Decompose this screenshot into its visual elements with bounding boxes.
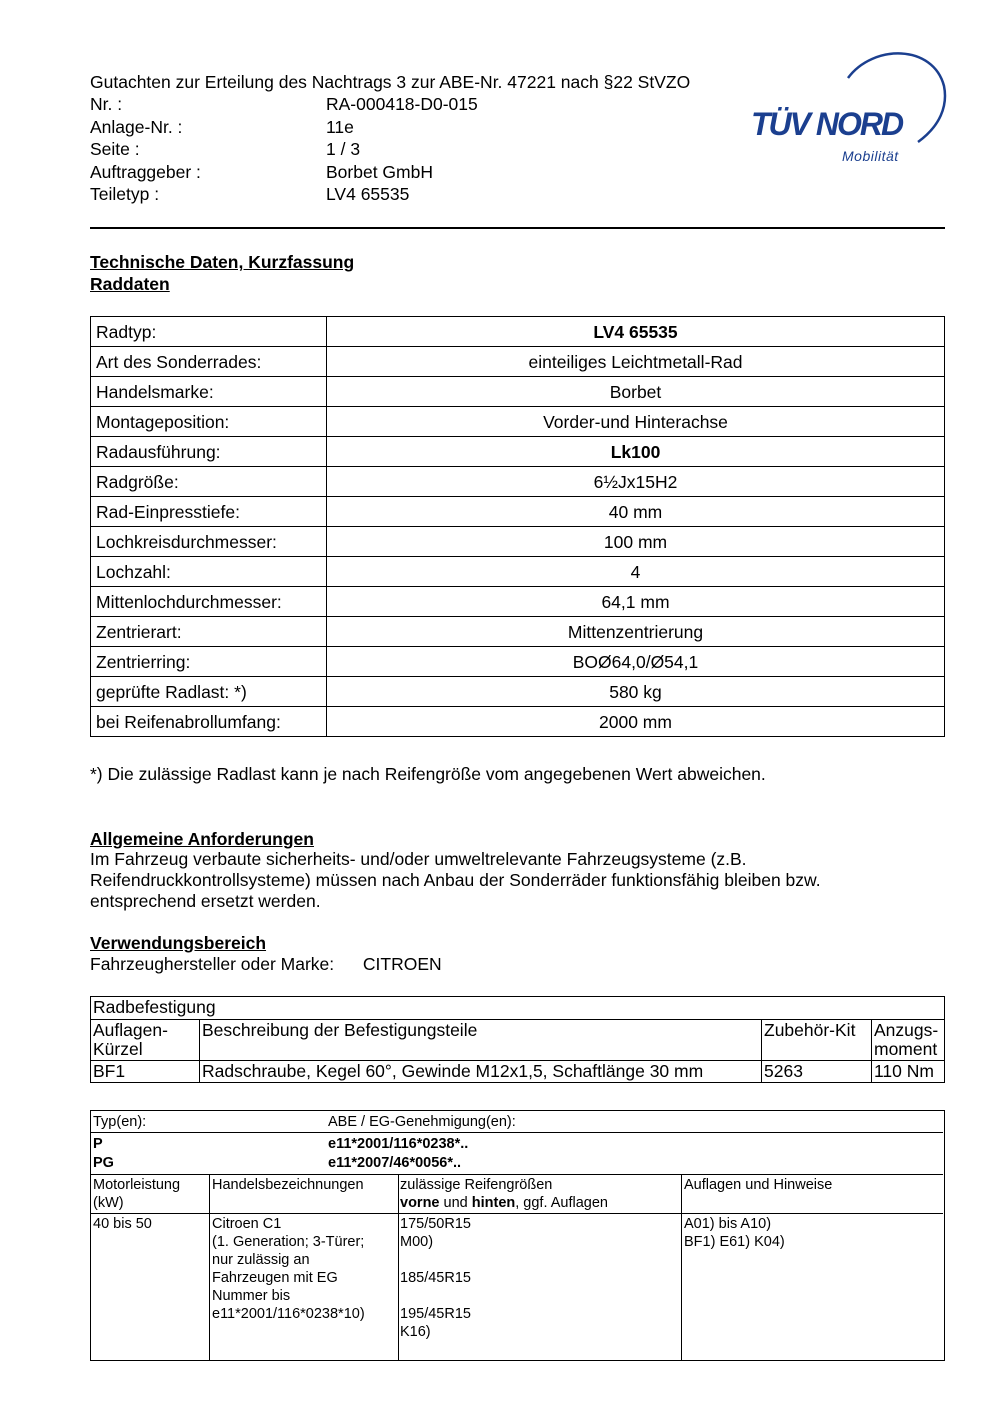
raddaten-value: 40 mm bbox=[327, 497, 945, 527]
hersteller-value: CITROEN bbox=[362, 954, 442, 974]
cell-line: 185/45R15 bbox=[400, 1270, 471, 1286]
allgemeine-text-line: Im Fahrzeug verbaute sicherheits- und/oder umweltrelevante Fahrzeugsysteme (z.B. bbox=[90, 849, 747, 869]
cell-line: e11*2001/116*0238*10) bbox=[212, 1306, 365, 1322]
radbefestigung-table bbox=[90, 996, 945, 1083]
cell-line: Citroen C1 bbox=[212, 1216, 282, 1232]
cell-line bbox=[400, 1287, 471, 1305]
header-value: Borbet GmbH bbox=[326, 162, 433, 182]
raddaten-key: bei Reifenabrollumfang: bbox=[91, 707, 327, 737]
raddaten-row bbox=[91, 317, 945, 347]
genehmigung-value: e11*2007/46*0056*.. bbox=[328, 1155, 462, 1171]
raddaten-key: Montageposition: bbox=[91, 407, 327, 437]
header-label: Anlage-Nr. : bbox=[90, 117, 183, 137]
col-header-motor: Motorleistung bbox=[93, 1177, 181, 1193]
handel-value bbox=[212, 1215, 365, 1323]
header-cell: Anzugs- moment bbox=[872, 1020, 945, 1061]
raddaten-row bbox=[91, 497, 945, 527]
raddaten-row bbox=[91, 347, 945, 377]
column-divider bbox=[209, 1174, 210, 1360]
col-header-reifen-sub bbox=[400, 1194, 608, 1212]
typ-value: PG bbox=[93, 1155, 114, 1171]
raddaten-row bbox=[91, 437, 945, 467]
table-cell: 110 Nm bbox=[872, 1061, 945, 1083]
logo-wordmark: TÜV NORD bbox=[751, 106, 903, 142]
cell-line: 175/50R15 bbox=[400, 1216, 471, 1232]
header-label: Seite : bbox=[90, 139, 140, 159]
row-divider bbox=[91, 1174, 943, 1175]
raddaten-row bbox=[91, 467, 945, 497]
typ-value: P bbox=[93, 1136, 103, 1152]
raddaten-row bbox=[91, 617, 945, 647]
hersteller-line bbox=[90, 954, 442, 975]
column-divider bbox=[398, 1174, 399, 1360]
raddaten-value: einteiliges Leichtmetall-Rad bbox=[327, 347, 945, 377]
raddaten-value: 100 mm bbox=[327, 527, 945, 557]
cell-line: (1. Generation; 3-Türer; bbox=[212, 1234, 365, 1250]
raddaten-row bbox=[91, 587, 945, 617]
motor-value: 40 bis 50 bbox=[93, 1216, 152, 1232]
header-value: RA-000418-D0-015 bbox=[326, 94, 478, 114]
col-header-motor-unit: (kW) bbox=[93, 1195, 124, 1211]
column-divider bbox=[681, 1174, 682, 1360]
raddaten-value: LV4 65535 bbox=[327, 317, 945, 347]
cell-line: 195/45R15 bbox=[400, 1306, 471, 1322]
raddaten-row bbox=[91, 707, 945, 737]
raddaten-key: Radgröße: bbox=[91, 467, 327, 497]
header-label: Nr. : bbox=[90, 94, 123, 114]
raddaten-row bbox=[91, 377, 945, 407]
raddaten-value: Borbet bbox=[327, 377, 945, 407]
header-cell: Auflagen- Kürzel bbox=[91, 1020, 200, 1061]
cell-line: nur zulässig an bbox=[212, 1252, 310, 1268]
header-label: Teiletyp : bbox=[90, 184, 160, 204]
allgemeine-text-line: entsprechend ersetzt werden. bbox=[90, 891, 321, 911]
allgemeine-text-line: Reifendruckkontrollsysteme) müssen nach Anbau der Sonderräder funktionsfähig bleiben bzw. bbox=[90, 870, 821, 890]
raddaten-key: Zentrierart: bbox=[91, 617, 327, 647]
raddaten-key: Rad-Einpresstiefe: bbox=[91, 497, 327, 527]
header-divider bbox=[90, 227, 945, 229]
auflagen-value bbox=[684, 1215, 785, 1251]
reifen-value bbox=[400, 1215, 471, 1341]
raddaten-value: 2000 mm bbox=[327, 707, 945, 737]
heading-allgemeine-anforderungen: Allgemeine Anforderungen bbox=[90, 829, 314, 849]
text: und bbox=[439, 1195, 472, 1211]
hersteller-label: Fahrzeughersteller oder Marke: bbox=[90, 954, 335, 974]
raddaten-key: Lochkreisdurchmesser: bbox=[91, 527, 327, 557]
raddaten-row bbox=[91, 527, 945, 557]
raddaten-value: Vorder-und Hinterachse bbox=[327, 407, 945, 437]
radbefestigung-title: Radbefestigung bbox=[91, 997, 945, 1020]
header-value: 11e bbox=[326, 117, 354, 137]
typen-label: Typ(en): bbox=[93, 1114, 147, 1130]
raddaten-key: Lochzahl: bbox=[91, 557, 327, 587]
raddaten-row bbox=[91, 407, 945, 437]
header-cell: Beschreibung der Befestigungsteile bbox=[200, 1020, 762, 1061]
heading-technische-daten: Technische Daten, Kurzfassung bbox=[90, 252, 355, 272]
genehmigung-value: e11*2001/116*0238*.. bbox=[328, 1136, 469, 1152]
bold-text: vorne bbox=[400, 1195, 440, 1211]
table-cell: Radschraube, Kegel 60°, Gewinde M12x1,5, Schaftlänge 30 mm bbox=[200, 1061, 762, 1083]
header-cell: Zubehör-Kit bbox=[762, 1020, 872, 1061]
header-label: Auftraggeber : bbox=[90, 162, 201, 182]
cell-line: Nummer bis bbox=[212, 1288, 291, 1304]
raddaten-value: 4 bbox=[327, 557, 945, 587]
row-divider bbox=[91, 1213, 943, 1214]
table-cell: BF1 bbox=[91, 1061, 200, 1083]
text: , ggf. Auflagen bbox=[515, 1195, 608, 1211]
header-value: 1 / 3 bbox=[326, 139, 361, 159]
typ-genehmigung-table bbox=[90, 1110, 945, 1361]
raddaten-value: 580 kg bbox=[327, 677, 945, 707]
col-header-auflagen: Auflagen und Hinweise bbox=[684, 1177, 833, 1193]
raddaten-value: BOØ64,0/Ø54,1 bbox=[327, 647, 945, 677]
raddaten-key: Radausführung: bbox=[91, 437, 327, 467]
raddaten-value: Mittenzentrierung bbox=[327, 617, 945, 647]
heading-raddaten: Raddaten bbox=[90, 274, 170, 294]
raddaten-key: Handelsmarke: bbox=[91, 377, 327, 407]
logo-subtitle: Mobilität bbox=[842, 148, 899, 164]
raddaten-value: 64,1 mm bbox=[327, 587, 945, 617]
raddaten-key: Art des Sonderrades: bbox=[91, 347, 327, 377]
tuv-nord-logo bbox=[748, 46, 948, 172]
raddaten-value: 6½Jx15H2 bbox=[327, 467, 945, 497]
raddaten-table bbox=[90, 316, 945, 737]
raddaten-value: Lk100 bbox=[327, 437, 945, 467]
bold-text: hinten bbox=[471, 1195, 516, 1211]
cell-line: BF1) E61) K04) bbox=[684, 1234, 785, 1250]
table-cell: 5263 bbox=[762, 1061, 872, 1083]
raddaten-footnote: *) Die zulässige Radlast kann je nach Reifengröße vom angegebenen Wert abweichen. bbox=[90, 764, 766, 784]
raddaten-key: Zentrierring: bbox=[91, 647, 327, 677]
raddaten-key: Radtyp: bbox=[91, 317, 327, 347]
cell-line: M00) bbox=[400, 1234, 434, 1250]
raddaten-row bbox=[91, 647, 945, 677]
heading-verwendungsbereich: Verwendungsbereich bbox=[90, 933, 267, 953]
cell-line: Fahrzeugen mit EG bbox=[212, 1270, 338, 1286]
cell-line: K16) bbox=[400, 1324, 431, 1340]
raddaten-row bbox=[91, 677, 945, 707]
header-value: LV4 65535 bbox=[326, 184, 410, 204]
col-header-handel: Handelsbezeichnungen bbox=[212, 1177, 364, 1193]
raddaten-key: geprüfte Radlast: *) bbox=[91, 677, 327, 707]
cell-line bbox=[400, 1251, 471, 1269]
row-divider bbox=[91, 1132, 943, 1133]
cell-line: A01) bis A10) bbox=[684, 1216, 772, 1232]
raddaten-key: Mittenlochdurchmesser: bbox=[91, 587, 327, 617]
raddaten-row bbox=[91, 557, 945, 587]
col-header-reifen: zulässige Reifengrößen bbox=[400, 1177, 553, 1193]
document-title: Gutachten zur Erteilung des Nachtrags 3 zur ABE-Nr. 47221 nach §22 StVZO bbox=[90, 72, 691, 92]
abe-label: ABE / EG-Genehmigung(en): bbox=[328, 1114, 516, 1130]
